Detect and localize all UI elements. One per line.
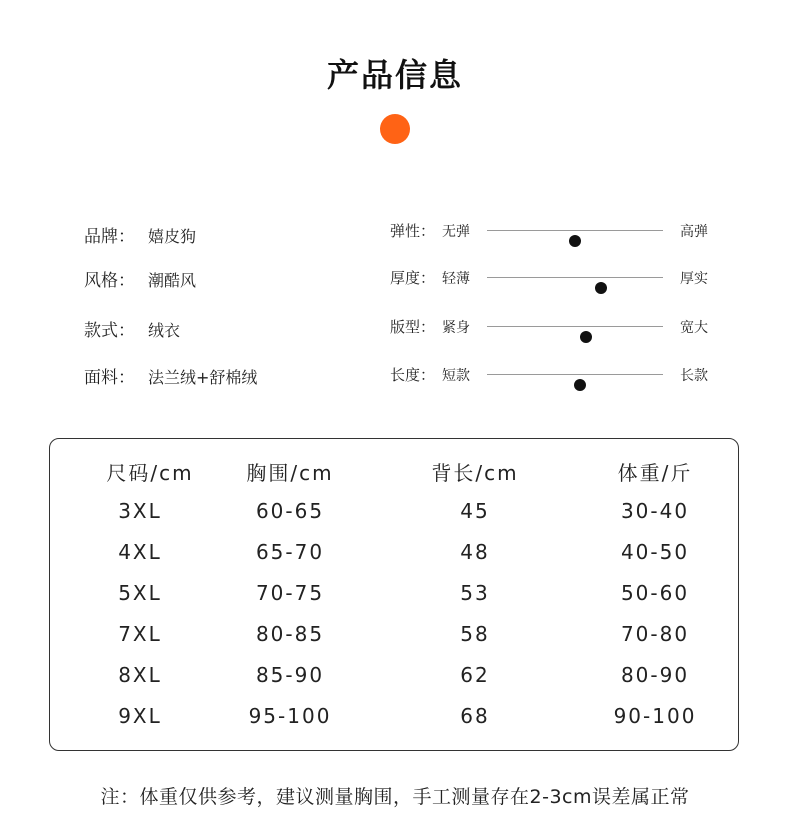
table-cell: 65-70	[255, 540, 325, 564]
info-type	[84, 316, 180, 341]
info-label: 面料：	[84, 368, 135, 388]
scale-knob	[580, 331, 592, 343]
table-cell: 40-50	[620, 540, 690, 564]
table-cell: 70-75	[255, 581, 325, 605]
scale-track	[487, 326, 663, 327]
table-cell: 45	[460, 499, 490, 523]
info-value: 嬉皮狗	[148, 227, 197, 246]
table-cell: 95-100	[248, 704, 332, 728]
table-cell: 7XL	[118, 622, 162, 646]
table-cell: 53	[460, 581, 490, 605]
scale-min-label: 紧身	[442, 320, 470, 336]
table-cell: 80-85	[255, 622, 325, 646]
scale-length	[390, 364, 720, 388]
table-cell: 5XL	[118, 581, 162, 605]
scale-elasticity	[390, 220, 720, 244]
scale-knob	[595, 282, 607, 294]
table-cell: 4XL	[118, 540, 162, 564]
table-header: 体重/斤	[617, 461, 693, 485]
table-cell: 85-90	[255, 663, 325, 687]
info-label: 风格：	[84, 271, 135, 291]
info-label: 品牌：	[84, 227, 135, 247]
scale-min-label: 轻薄	[442, 271, 470, 287]
accent-dot	[380, 114, 410, 144]
scale-max-label: 长款	[680, 368, 708, 384]
scale-max-label: 厚实	[680, 271, 708, 287]
scale-track	[487, 230, 663, 231]
footnote: 注：体重仅供参考，建议测量胸围，手工测量存在2-3cm误差属正常	[100, 786, 690, 808]
scale-knob	[569, 235, 581, 247]
scale-label: 弹性：	[390, 222, 436, 240]
table-cell: 90-100	[613, 704, 697, 728]
table-cell: 70-80	[620, 622, 690, 646]
table-header: 背长/cm	[431, 461, 519, 485]
table-cell: 9XL	[118, 704, 162, 728]
scale-max-label: 宽大	[680, 320, 708, 336]
scale-thickness	[390, 267, 720, 291]
scale-label: 厚度：	[390, 269, 436, 287]
info-fabric	[84, 363, 257, 388]
scale-min-label: 无弹	[442, 224, 470, 240]
table-cell: 80-90	[620, 663, 690, 687]
table-cell: 30-40	[620, 499, 690, 523]
table-cell: 48	[460, 540, 490, 564]
scale-track	[487, 374, 663, 375]
table-cell: 3XL	[118, 499, 162, 523]
size-table	[49, 438, 739, 751]
scale-min-label: 短款	[442, 368, 470, 384]
table-header: 尺码/cm	[106, 461, 194, 485]
table-header: 胸围/cm	[246, 461, 334, 485]
page-title: 产品信息	[326, 56, 463, 94]
table-cell: 50-60	[620, 581, 690, 605]
table-cell: 68	[460, 704, 490, 728]
scale-knob	[574, 379, 586, 391]
info-label: 款式：	[84, 321, 135, 341]
scale-max-label: 高弹	[680, 224, 708, 240]
table-cell: 8XL	[118, 663, 162, 687]
info-brand	[84, 222, 196, 247]
scale-fit	[390, 316, 720, 340]
table-cell: 60-65	[255, 499, 325, 523]
info-value: 潮酷风	[148, 271, 197, 290]
info-value: 法兰绒+舒棉绒	[148, 368, 258, 387]
scale-label: 版型：	[390, 318, 436, 336]
info-value: 绒衣	[148, 321, 181, 340]
scale-track	[487, 277, 663, 278]
table-cell: 62	[460, 663, 490, 687]
scale-label: 长度：	[390, 366, 436, 384]
table-cell: 58	[460, 622, 490, 646]
info-style	[84, 266, 196, 291]
